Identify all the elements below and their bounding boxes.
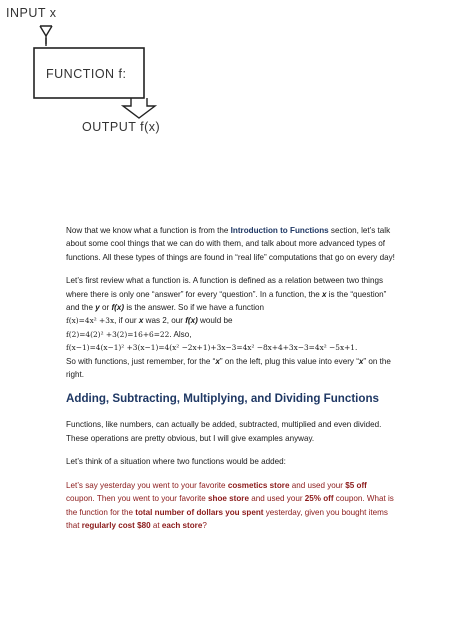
total-dollars-term: total number of dollars you spent	[135, 507, 264, 517]
output-label: OUTPUT f(x)	[82, 120, 161, 134]
review-text-11: ” on the right.	[66, 356, 391, 380]
review-text-8: Also,	[171, 329, 192, 339]
x-var-4: x	[358, 356, 364, 366]
fx-var: f(x)	[111, 303, 125, 313]
problem-text-5: coupon. What is the function for the	[66, 494, 394, 517]
review-text-10: ” on the left, plug this value into every “	[219, 356, 359, 366]
x-var-2: x	[138, 316, 144, 326]
review-text-2: is the “question” and the	[66, 289, 387, 313]
review-text-4: is the answer. So if we have a function	[124, 303, 264, 313]
output-arrow	[123, 98, 155, 118]
math-function-def: f(x)=4x² +3x	[66, 316, 115, 326]
intro-functions-link[interactable]: Introduction to Functions	[230, 226, 329, 235]
evaluation-line	[66, 328, 396, 341]
problem-text-6: yesterday, given you bought items that	[66, 507, 388, 530]
operations-paragraph: Functions, like numbers, can actually be added, subtracted, multiplied and even divided. These operations are pretty obvious, but I will give examples anyway.	[66, 420, 382, 443]
fx-var-2: f(x)	[185, 316, 198, 326]
problem-text-8: ?	[202, 520, 207, 530]
math-evaluation: f(2)=4(2)² +3(2)=16+6=22.	[66, 329, 172, 339]
x-var-3: x	[215, 356, 220, 366]
regular-cost-term: regularly cost $80	[81, 520, 151, 530]
input-label: INPUT x	[6, 6, 57, 20]
situation-paragraph: Let’s think of a situation where two functions would be added:	[66, 457, 286, 467]
each-store-term: each store	[161, 520, 203, 530]
review-text-9: So with functions, just remember, for the “	[66, 356, 216, 366]
review-text-1: Let’s first review what a function is. A function is defined as a relation between two things where there is only one “answer” for every “question”. In a function, the	[66, 276, 384, 299]
review-text-5: , if our	[114, 316, 139, 326]
problem-text-2: and used your	[289, 480, 346, 490]
intro-paragraph	[66, 224, 396, 264]
problem-text-7: at	[150, 520, 162, 530]
problem-text-1: Let’s say yesterday you went to your favorite	[66, 480, 228, 490]
shoe-store-term: shoe store	[208, 494, 249, 504]
function-machine-diagram	[0, 0, 452, 150]
review-text-3: or	[99, 303, 112, 313]
review-text-6: was 2, our	[143, 316, 186, 326]
quarter-off-term: 25% off	[304, 494, 334, 504]
review-paragraph	[66, 274, 396, 314]
five-off-term: $5 off	[345, 480, 367, 490]
plug-in-paragraph	[66, 355, 396, 382]
document-body	[66, 224, 396, 542]
problem-text-3: coupon. Then you went to your favorite	[66, 494, 209, 504]
intro-text-2: section, let’s talk about some cool things that we can do with them, and talk about more advanced types of functions. All these types of things are found in “real life” computations that go on every day!	[66, 226, 395, 262]
example-function-line	[66, 314, 396, 327]
intro-text-1: Now that we know what a function is from the	[66, 226, 231, 235]
section-heading: Adding, Subtracting, Multiplying, and Dividing Functions	[66, 392, 380, 406]
expansion-line: f(x−1)=4(x−1)² +3(x−1)=4(x² −2x+1)+3x−3=4x² −8x+4+3x−3=4x² −5x+1.	[66, 343, 358, 353]
y-var: y	[95, 303, 100, 313]
problem-text-4: and used your	[248, 494, 305, 504]
input-arrow-side	[46, 26, 52, 36]
word-problem-paragraph	[66, 479, 396, 533]
cosmetics-store-term: cosmetics store	[227, 480, 290, 490]
review-text-7: would be	[197, 316, 233, 326]
x-var: x	[321, 289, 327, 299]
function-label: FUNCTION f:	[46, 67, 127, 81]
